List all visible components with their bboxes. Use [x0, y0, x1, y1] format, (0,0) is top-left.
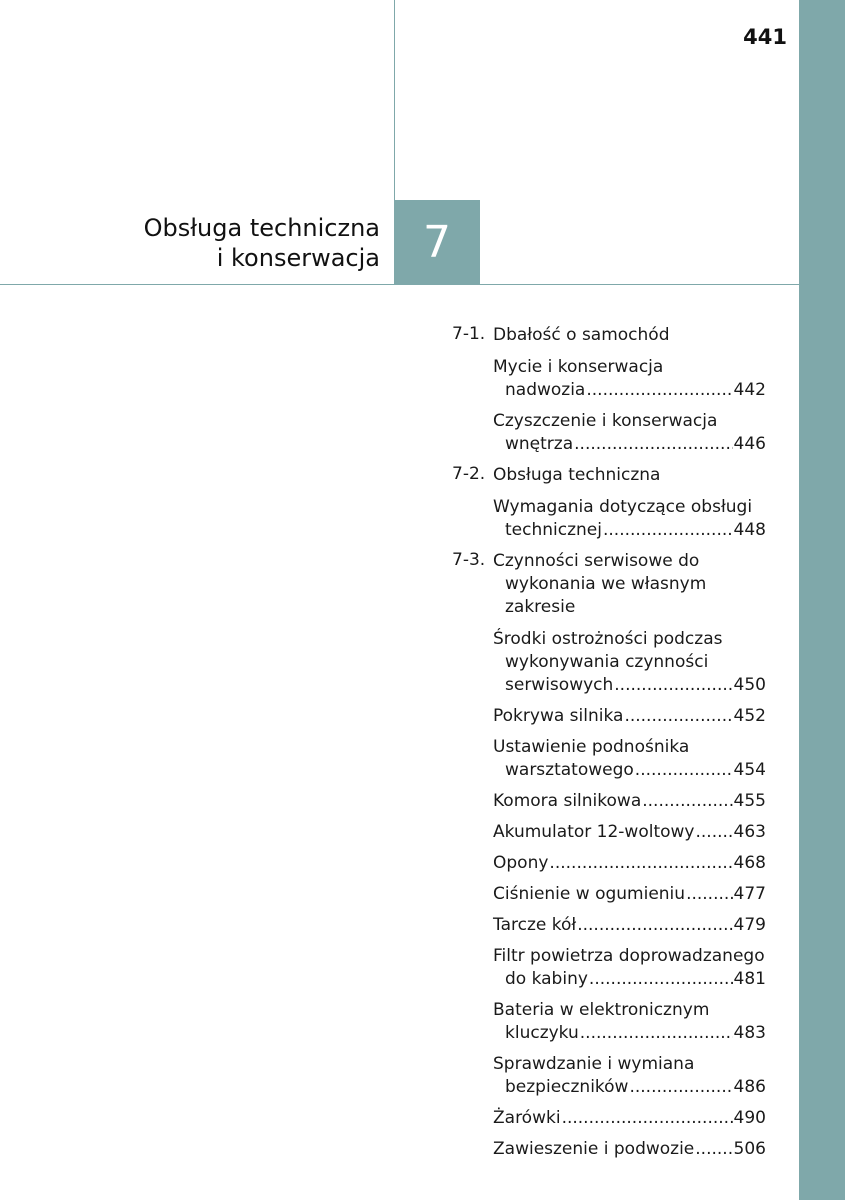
toc-entry-line: Mycie i konserwacja	[493, 357, 664, 377]
toc-page-number: 463	[733, 822, 766, 842]
toc-page-number: 477	[733, 884, 766, 904]
chapter-title-line: i konserwacja	[216, 244, 380, 272]
toc-page-number: 454	[733, 760, 766, 780]
toc-entry[interactable]	[493, 1138, 766, 1161]
toc-page-number: 468	[733, 853, 766, 873]
table-of-contents	[452, 324, 766, 1169]
toc-entry[interactable]	[493, 705, 766, 728]
toc-entry-label: Zawieszenie i podwozie	[493, 1139, 695, 1159]
toc-section-heading[interactable]	[452, 464, 766, 487]
dot-leader	[642, 790, 732, 813]
toc-entry-label: serwisowych	[505, 675, 614, 695]
toc-entry-label: nadwozia	[505, 380, 586, 400]
dot-leader	[577, 914, 732, 937]
toc-entry-label: wnętrza	[505, 434, 574, 454]
section-number: 7-3.	[452, 550, 486, 570]
toc-page-number: 452	[733, 706, 766, 726]
toc-entry[interactable]	[493, 496, 766, 542]
toc-page-number: 446	[733, 434, 766, 454]
section-title	[493, 464, 766, 487]
toc-entry[interactable]	[493, 628, 766, 697]
toc-page-number: 486	[733, 1077, 766, 1097]
toc-entry[interactable]	[493, 736, 766, 782]
section-title	[493, 324, 766, 347]
dot-leader	[586, 379, 732, 402]
dot-leader	[695, 1138, 732, 1161]
toc-page-number: 479	[733, 915, 766, 935]
toc-entry-label: Komora silnikowa	[493, 791, 642, 811]
dot-leader	[589, 968, 733, 991]
chapter-title	[144, 213, 380, 273]
section-title-line: Obsługa techniczna	[493, 465, 661, 485]
section-title-line: Czynności serwisowe do	[493, 551, 700, 571]
toc-entry-label: warsztatowego	[505, 760, 634, 780]
toc-entry[interactable]	[493, 914, 766, 937]
toc-section-heading[interactable]	[452, 324, 766, 347]
toc-entry-label: Ciśnienie w ogumieniu	[493, 884, 686, 904]
dot-leader	[614, 674, 732, 697]
dot-leader	[696, 821, 733, 844]
toc-entry[interactable]	[493, 852, 766, 875]
section-title-line: Dbałość o samochód	[493, 325, 670, 345]
toc-entry[interactable]	[493, 790, 766, 813]
dot-leader	[574, 433, 732, 456]
toc-entry-line: Środki ostrożności podczas	[493, 629, 723, 649]
section-title-line: wykonania we własnym zakresie	[505, 574, 707, 617]
toc-entry-line: Czyszczenie i konserwacja	[493, 411, 718, 431]
chapter-number-box: 7	[394, 200, 480, 285]
toc-entry-line: Filtr powietrza doprowadzanego	[493, 946, 765, 966]
section-number: 7-2.	[452, 464, 486, 484]
chapter-side-tab	[799, 0, 845, 1200]
toc-entry-label: Tarcze kół	[493, 915, 577, 935]
toc-entry[interactable]	[493, 1053, 766, 1099]
toc-section-heading[interactable]	[452, 550, 766, 619]
toc-entry-label: technicznej	[505, 520, 602, 540]
toc-entry-line: Sprawdzanie i wymiana	[493, 1054, 695, 1074]
toc-entry-line: Wymagania dotyczące obsługi	[493, 497, 753, 517]
dot-leader	[580, 1022, 733, 1045]
toc-page-number: 455	[733, 791, 766, 811]
toc-entry[interactable]	[493, 410, 766, 456]
toc-entry-label: Żarówki	[493, 1108, 561, 1128]
section-title	[493, 550, 766, 619]
toc-entry-label: bezpieczników	[505, 1077, 629, 1097]
section-number: 7-1.	[452, 324, 486, 344]
toc-entry-line: wykonywania czynności	[505, 652, 709, 672]
toc-page-number: 481	[733, 969, 766, 989]
toc-page-number: 483	[733, 1023, 766, 1043]
toc-entry-label: Opony	[493, 853, 549, 873]
chapter-title-line: Obsługa techniczna	[143, 214, 380, 242]
toc-entry[interactable]	[493, 1107, 766, 1130]
dot-leader	[686, 883, 732, 906]
toc-entry-line: Ustawienie podnośnika	[493, 737, 690, 757]
toc-entry[interactable]	[493, 883, 766, 906]
toc-page-number: 442	[733, 380, 766, 400]
dot-leader	[629, 1076, 732, 1099]
toc-page-number: 448	[733, 520, 766, 540]
dot-leader	[624, 705, 732, 728]
toc-page-number: 506	[733, 1139, 766, 1159]
toc-entry[interactable]	[493, 945, 766, 991]
page-number: 441	[743, 25, 787, 49]
dot-leader	[635, 759, 733, 782]
toc-entry-label: Pokrywa silnika	[493, 706, 624, 726]
toc-entry[interactable]	[493, 356, 766, 402]
dot-leader	[603, 519, 733, 542]
toc-page-number: 450	[733, 675, 766, 695]
vertical-divider	[394, 0, 395, 200]
dot-leader	[549, 852, 732, 875]
toc-page-number: 490	[733, 1108, 766, 1128]
toc-entry-line: Bateria w elektronicznym	[493, 1000, 710, 1020]
toc-entry-label: do kabiny	[505, 969, 588, 989]
toc-entry[interactable]	[493, 999, 766, 1045]
toc-entry-label: Akumulator 12-woltowy	[493, 822, 695, 842]
dot-leader	[562, 1107, 733, 1130]
toc-entry[interactable]	[493, 821, 766, 844]
toc-entry-label: kluczyku	[505, 1023, 579, 1043]
